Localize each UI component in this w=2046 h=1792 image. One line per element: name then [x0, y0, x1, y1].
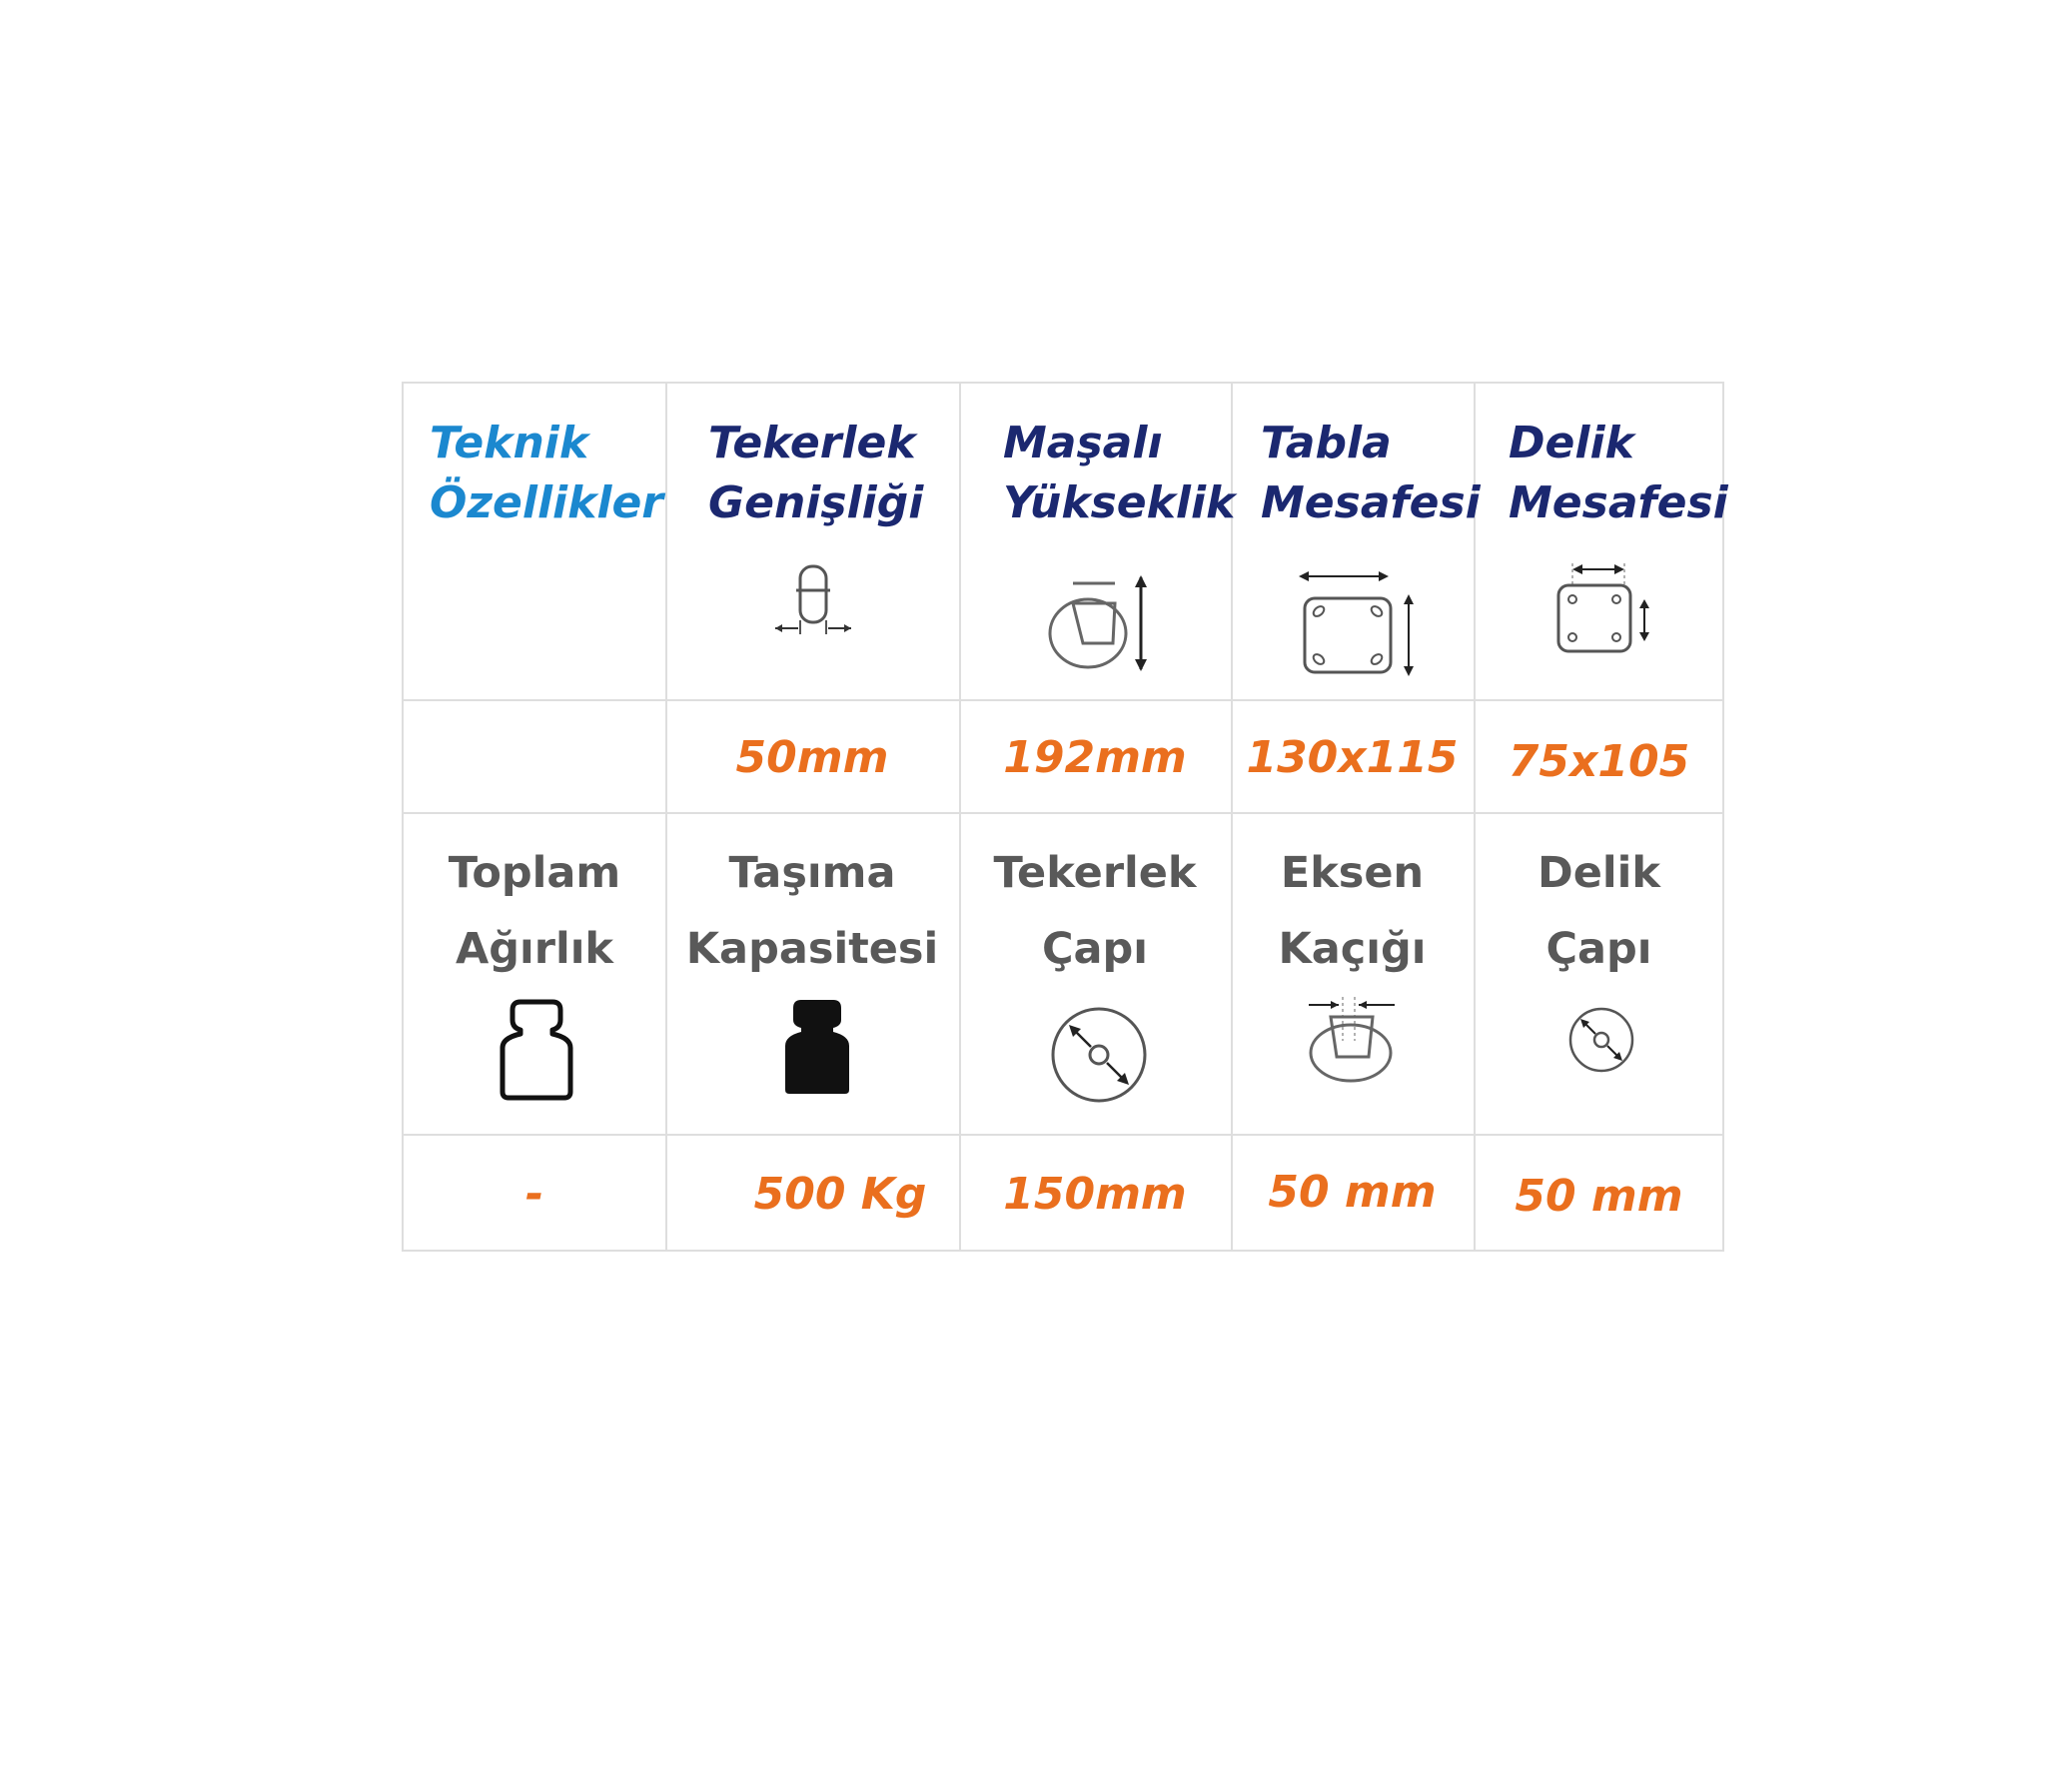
header-delik-mesafesi: [1509, 414, 1728, 533]
column-divider: [665, 384, 667, 1250]
label-line: Kaçığı: [1278, 924, 1427, 974]
row-divider: [404, 699, 1722, 701]
header-teknik-ozellikler: [430, 414, 663, 533]
value-eksen-kacigi: 50 mm: [1268, 1167, 1437, 1218]
row-divider: [404, 1134, 1722, 1136]
spec-table: [402, 382, 1728, 1252]
header-line: Maşalı: [1003, 418, 1163, 468]
plate-distance-icon: [1293, 568, 1423, 678]
header-masali-yukseklik: [1003, 414, 1235, 533]
value-tabla-mesafesi: 130x115: [1246, 732, 1459, 783]
value-delik-mesafesi: 75x105: [1508, 736, 1690, 787]
axle-offset-icon: [1303, 995, 1403, 1085]
header-line: Yükseklik: [1003, 477, 1236, 528]
header-line: Teknik: [430, 418, 589, 468]
header-line: Tabla: [1261, 418, 1392, 468]
header-tekerlek-genisligi: [708, 414, 923, 533]
weight-outline-icon: [499, 998, 574, 1102]
label-line: Kapasitesi: [685, 924, 939, 974]
label-line: Delik: [1537, 848, 1660, 898]
label-line: Eksen: [1280, 848, 1425, 898]
header-line: Genişliği: [708, 477, 924, 528]
label-tasima-kapasitesi: [665, 835, 959, 987]
label-eksen-kacigi: [1231, 835, 1474, 987]
label-line: Toplam: [448, 848, 621, 898]
label-toplam-agirlik: [404, 835, 665, 987]
column-divider: [959, 384, 961, 1250]
header-tabla-mesafesi: [1261, 414, 1481, 533]
header-line: Tekerlek: [708, 418, 916, 468]
header-line: Mesafesi: [1261, 477, 1481, 528]
wheel-diameter-icon: [1049, 1005, 1149, 1105]
value-toplam-agirlik: -: [524, 1169, 544, 1220]
value-tekerlek-genisligi: 50mm: [735, 732, 889, 783]
hole-distance-icon: [1552, 561, 1652, 661]
header-line: Mesafesi: [1509, 477, 1728, 528]
label-line: Ağırlık: [455, 924, 614, 974]
hole-diameter-icon: [1566, 1005, 1636, 1075]
value-tekerlek-capi: 150mm: [1003, 1169, 1187, 1220]
label-line: Tekerlek: [993, 848, 1197, 898]
caster-height-icon: [1043, 573, 1163, 673]
label-line: Çapı: [1041, 924, 1149, 974]
value-masali-yukseklik: 192mm: [1003, 732, 1187, 783]
header-line: Delik: [1509, 418, 1634, 468]
value-tasima-kapasitesi: 500 Kg: [753, 1169, 927, 1220]
label-tekerlek-capi: [959, 835, 1231, 987]
label-delik-capi: [1474, 835, 1724, 987]
label-line: Çapı: [1545, 924, 1652, 974]
header-line: Özellikler: [430, 477, 663, 528]
label-line: Taşıma: [728, 848, 896, 898]
row-divider: [404, 812, 1722, 814]
wheel-width-icon: [773, 558, 853, 638]
value-delik-capi: 50 mm: [1515, 1171, 1683, 1222]
weight-filled-icon: [783, 998, 851, 1096]
